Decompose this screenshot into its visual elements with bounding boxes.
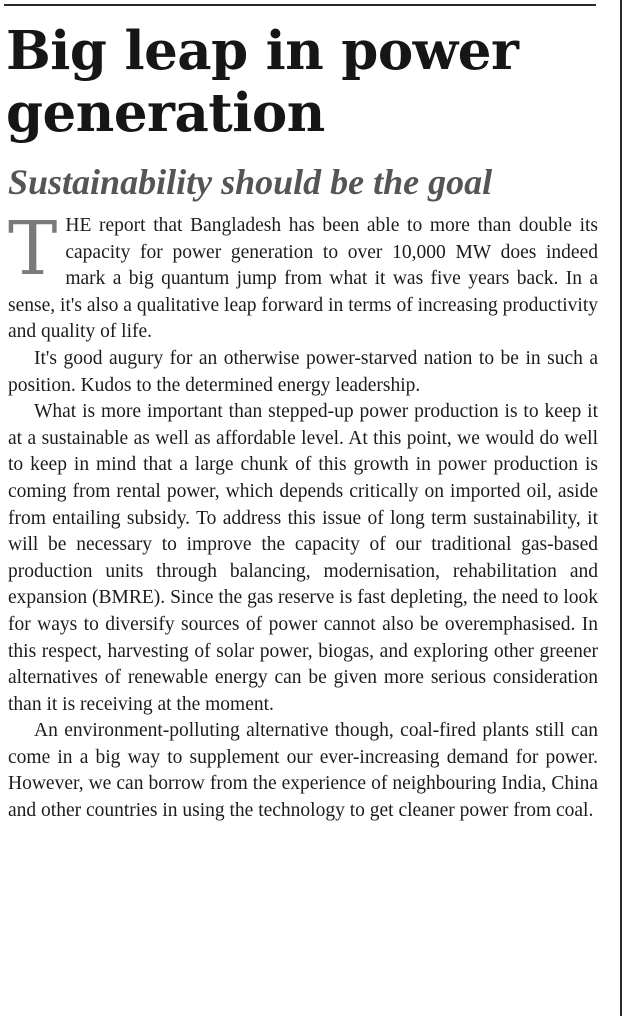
paragraph-4: An environment-polluting alternative though, coal-fired plants still can come in a big way to supplement our ever-increasing demand for power. However, we can borrow from the experience of neighbouring India, China and other countries in using the technology to get cleaner power from coal. bbox=[8, 720, 598, 822]
subheadline: Sustainability should be the goal bbox=[8, 162, 493, 202]
paragraph-3: What is more important than stepped-up power production is to keep it at a sustainable as well as affordable level. At this point, we would do well to keep in mind that a large chunk of this growth in power production is coming from rental power, which depends critically on imported oil, aside from entailing subsidy. To address this issue of long term sustainability, it will be necessary to improve the capacity of our traditional gas-based production units through balancing, modernisation, rehabilitation and expansion (BMRE). Since the gas reserve is fast depleting, the need to look for ways to diversify sources of power cannot also be overemphasised. In this respect, harvesting of solar power, biogas, and exploring other greener alternatives of renewable energy can be given more serious consideration than it is receiving at the moment. bbox=[8, 401, 598, 715]
column-rule bbox=[620, 0, 622, 1016]
paragraph-1-text: HE report that Bangladesh has been able to more than double its capacity for power generation to over 10,000 MW does indeed mark a big quantum jump from what it was five years back. In a sense, it's also a qualitative leap forward in terms of increasing productivity and quality of life. bbox=[8, 215, 598, 343]
headline: Big leap in power generation bbox=[6, 20, 519, 144]
drop-cap: T bbox=[8, 206, 58, 292]
paragraph-2: It's good augury for an otherwise power-starved nation to be in such a position. Kudos to the determined energy leadership. bbox=[8, 347, 598, 396]
next-article-fragment bbox=[4, 1008, 596, 1016]
top-rule bbox=[4, 4, 596, 6]
paragraph-1 bbox=[8, 206, 598, 346]
article-body bbox=[8, 206, 598, 825]
